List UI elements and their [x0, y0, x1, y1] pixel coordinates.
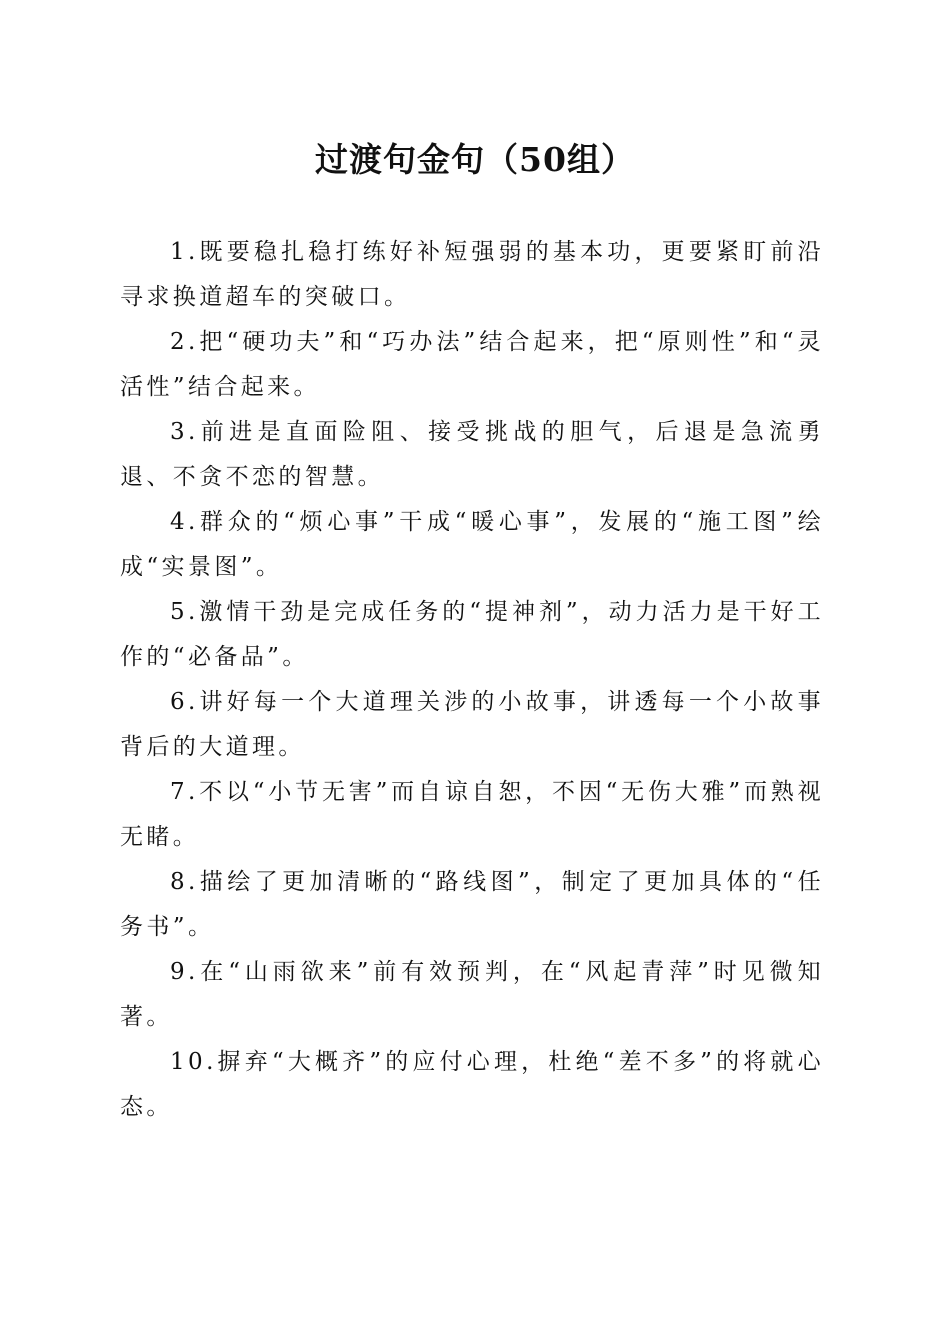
paragraph-8: 8.描绘了更加清晰的“路线图”，制定了更加具体的“任务书”。: [120, 869, 824, 940]
document-title: 过渡句金句（50组）: [315, 140, 635, 179]
paragraph-10: 10.摒弃“大概齐”的应付心理，杜绝“差不多”的将就心态。: [120, 1049, 824, 1120]
paragraph-9: 9.在“山雨欲来”前有效预判，在“风起青萍”时见微知著。: [120, 959, 824, 1030]
document-body: [120, 230, 824, 1130]
paragraph-6: 6.讲好每一个大道理关涉的小故事，讲透每一个小故事背后的大道理。: [120, 689, 824, 760]
paragraph-1: 1.既要稳扎稳打练好补短强弱的基本功，更要紧盯前沿寻求换道超车的突破口。: [120, 239, 824, 310]
paragraph-7: 7.不以“小节无害”而自谅自恕，不因“无伤大雅”而熟视无睹。: [120, 779, 824, 850]
paragraph-3: 3.前进是直面险阻、接受挑战的胆气，后退是急流勇退、不贪不恋的智慧。: [120, 419, 824, 490]
paragraph-5: 5.激情干劲是完成任务的“提神剂”，动力活力是干好工作的“必备品”。: [120, 599, 824, 670]
paragraph-4: 4.群众的“烦心事”干成“暖心事”，发展的“施工图”绘成“实景图”。: [120, 509, 824, 580]
paragraph-2: 2.把“硬功夫”和“巧办法”结合起来，把“原则性”和“灵活性”结合起来。: [120, 329, 824, 400]
